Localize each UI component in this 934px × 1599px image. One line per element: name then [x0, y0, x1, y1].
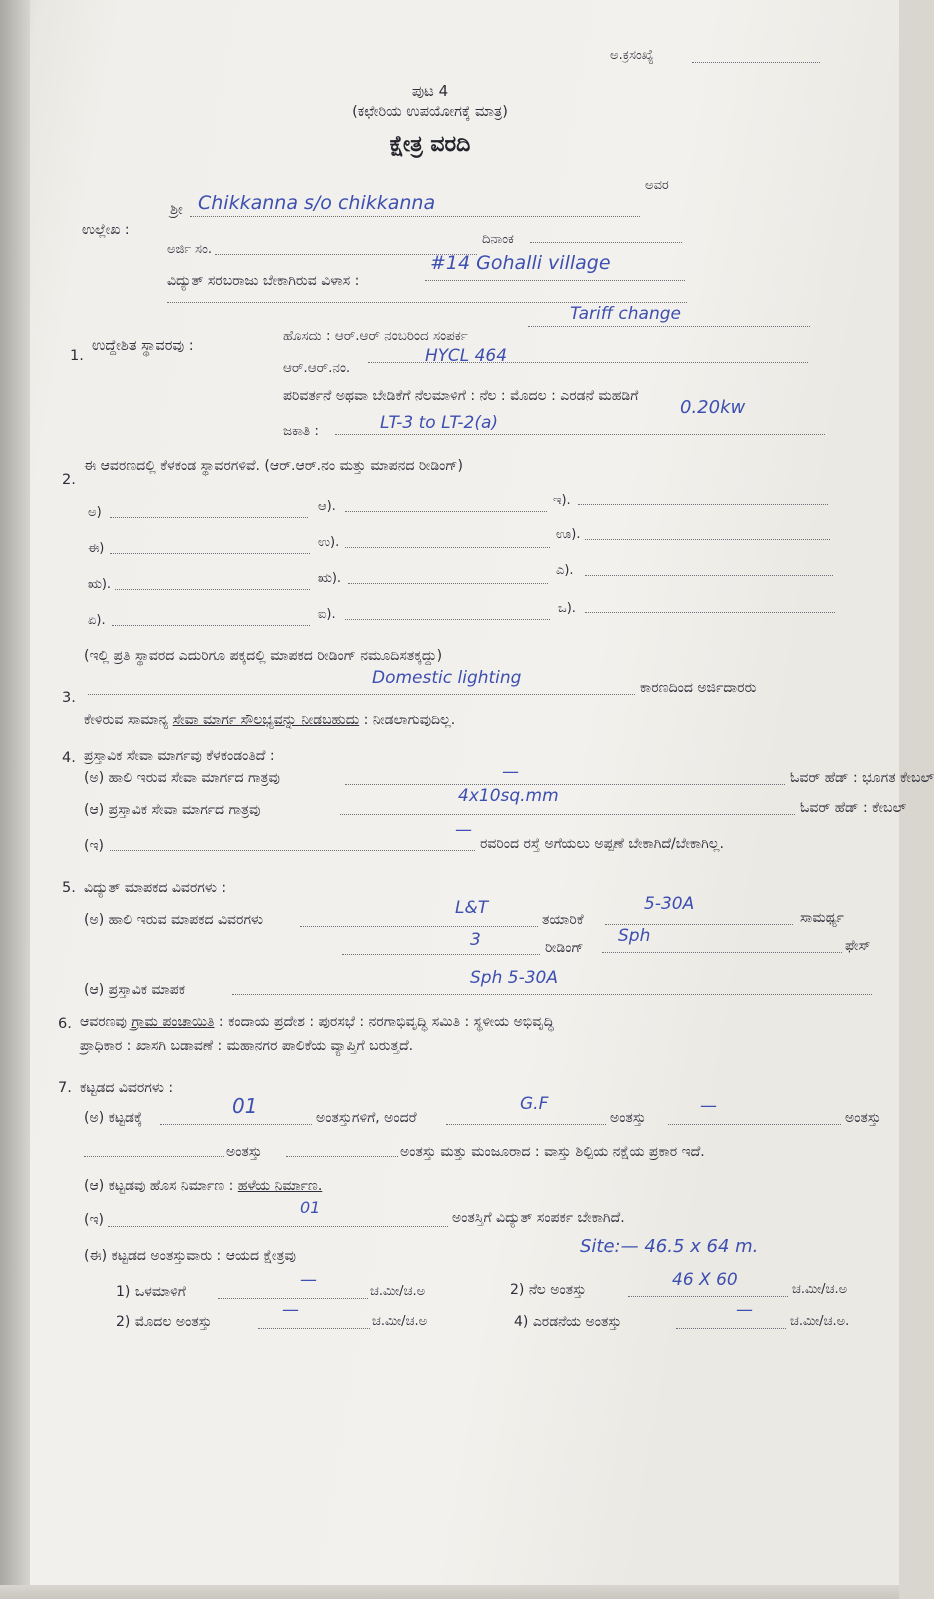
item-3-text: ಕೇಳಿರುವ ಸಾಮಾನ್ಯ ಸೇವಾ ಮಾರ್ಗ ಸೌಲಭ್ಯವನ್ನು ನೀಡಬಹುದು : ನೀಡಲಾಗುವುದಿಲ್ಲ.: [84, 712, 456, 728]
item-2-row4-c: ಒ).: [558, 601, 576, 616]
item-7-a-line-2: [446, 1124, 606, 1125]
item-2-row1-c: ಇ).: [553, 493, 571, 508]
item-2-row1-a: ಅ): [88, 505, 102, 520]
item-7-a-mid2: ಅಂತಸ್ತು: [610, 1110, 646, 1126]
application-no-label: ಅರ್ಜಿ ಸಂ.: [167, 242, 212, 257]
item-2-row2-a: ಈ): [88, 541, 105, 556]
item-4-c-line: [110, 850, 475, 851]
item-2-row2-line-c: [585, 539, 830, 540]
item-2-row3-line-c: [585, 575, 833, 576]
item-6-line-1: ಆವರಣವು ಗ್ರಾಮ ಪಂಚಾಯಿತಿ : ಕಂದಾಯ ಪ್ರದೇಶ : ಪುರಸಭೆ : ನರಗಾಭಿವೃದ್ಧಿ ಸಮಿತಿ : ಸ್ಥಳೀಯ ಅಭಿವೃದ್ಧಿ: [80, 1014, 554, 1030]
item-4-number: 4.: [62, 750, 76, 766]
item-4-a-line: [345, 784, 785, 785]
item-5-make-label: ತಯಾರಿಕೆ: [542, 912, 584, 928]
item-7-ground-line: [628, 1296, 788, 1297]
item-2-row3-c: ಎ).: [556, 563, 574, 578]
item-4-text: ಪ್ರಸ್ತಾವಿಕ ಸೇವಾ ಮಾರ್ಗವು ಕೆಳಕಂಡಂತಿದೆ :: [84, 748, 275, 764]
item-5-proposed-meter: Sph 5-30A: [470, 968, 558, 988]
item-7-second-floor-value: —: [736, 1300, 753, 1320]
item-5-make: L&T: [455, 898, 489, 918]
item-2-row1-line-b: [345, 511, 547, 512]
item-5-text: ವಿದ್ಯುತ್ ಮಾಪಕದ ವಿವರಗಳು :: [84, 880, 227, 896]
date-line: [530, 242, 682, 243]
item-7-first-floor-line: [258, 1328, 370, 1329]
item-2-row2-line-b: [345, 547, 550, 548]
item-7-c-line: [108, 1226, 448, 1227]
item-1-tariff-change: Tariff change: [570, 304, 681, 324]
serial-number-line: [692, 62, 820, 63]
item-3-line: [88, 694, 635, 695]
page-number: ಪುಟ 4: [411, 82, 449, 100]
item-3-reason: ಕಾರಣದಿಂದ ಅರ್ಜಿದಾರರು: [640, 680, 757, 696]
item-2-row1-line-a: [110, 517, 308, 518]
item-5-a-label: (ಅ) ಹಾಲಿ ಇರುವ ಮಾಪಕದ ವಿವರಗಳು: [84, 912, 264, 928]
item-1-rr-number: HYCL 464: [425, 346, 508, 366]
item-5-reading: 3: [470, 930, 481, 950]
item-1-line-1: [528, 326, 810, 327]
address-line-2: [167, 302, 687, 303]
applicant-name-line: [190, 216, 640, 217]
item-1-rr-no-label: ಆರ್.ಆರ್.ನಂ.: [283, 360, 351, 376]
item-6-number: 6.: [58, 1016, 72, 1032]
binding-edge: [0, 0, 30, 1599]
supply-address: #14 Gohalli village: [430, 252, 611, 274]
applicant-name: Chikkanna s/o chikkanna: [198, 192, 436, 214]
item-7-basement-unit: ಚ.ಮೀ/ಚ.ಅ: [370, 1284, 426, 1299]
item-2-row3-line-a: [115, 589, 310, 590]
item-4-c-end: ರವರಿಂದ ರಸ್ತೆ ಅಗೆಯಲು ಅಪ್ಪಣೆ ಬೇಕಾಗಿದೆ/ಬೇಕಾಗಿಲ್ಲ.: [480, 836, 724, 852]
item-5-a-line-4: [602, 952, 842, 953]
item-7-c-floor: 01: [300, 1198, 321, 1217]
item-7-a2-line-2: [286, 1156, 398, 1157]
item-7-floors: 01: [232, 1094, 258, 1118]
item-4-a-end: ಓವರ್ ಹೆಡ್ : ಭೂಗತ ಕೇಬಲ್: [790, 770, 934, 786]
item-2-row4-b: ಐ).: [318, 607, 336, 622]
item-5-number: 5.: [62, 880, 76, 896]
item-5-rating: 5-30A: [644, 894, 695, 914]
item-4-c-label: (ಇ): [84, 838, 105, 854]
item-2-row2-c: ಊ).: [556, 527, 581, 542]
item-7-ground-value: 46 X 60: [672, 1270, 738, 1290]
item-7-basement-label: 1) ಒಳಮಾಳಿಗೆ: [116, 1284, 186, 1300]
item-7-c-label: (ಇ): [84, 1212, 105, 1228]
item-4-c-value: —: [455, 820, 472, 840]
item-7-ground-unit: ಚ.ಮೀ/ಚ.ಅ: [792, 1282, 848, 1297]
item-2-row3-a: ಋ).: [88, 577, 112, 592]
item-7-second-floor-line: [676, 1328, 786, 1329]
item-5-a-line-1: [300, 926, 538, 927]
item-2-row1-b: ಆ).: [318, 499, 336, 514]
item-7-site-size: Site:— 46.5 x 64 m.: [580, 1236, 759, 1257]
item-4-b-value: 4x10sq.mm: [458, 786, 559, 806]
item-1-number: 1.: [70, 348, 84, 364]
item-2-row3-line-b: [348, 583, 548, 584]
office-use-note: (ಕಛೇರಿಯ ಉಪಯೋಗಕ್ಕೆ ಮಾತ್ರ): [352, 104, 508, 120]
item-7-a-label: (ಅ) ಕಟ್ಟಡಕ್ಕೆ: [84, 1110, 143, 1126]
item-1-conversion-text: ಪರಿವರ್ತನೆ ಅಥವಾ ಬೇಡಿಕೆಗೆ ನೆಲಮಾಳಿಗೆ : ನೆಲ : ಮೊದಲ : ಎರಡನೆ ಮಹಡಿಗೆ: [283, 388, 639, 404]
item-7-a2-line-1: [84, 1156, 224, 1157]
item-7-a2-1: ಅಂತಸ್ತು: [226, 1144, 262, 1160]
item-6-line-2: ಪ್ರಾಧಿಕಾರ : ಖಾಸಗಿ ಬಡಾವಣೆ : ಮಹಾನಗರ ಪಾಲಿಕೆಯ ವ್ಯಾಪ್ತಿಗೆ ಬರುತ್ತದೆ.: [80, 1038, 414, 1054]
reference-label: ಉಲ್ಲೇಖ :: [82, 222, 130, 238]
avara-label: ಅವರ: [645, 178, 669, 193]
item-5-phase-label: ಫೇಸ್: [845, 938, 871, 954]
item-1-load: 0.20kw: [680, 397, 746, 418]
item-7-a2-2: ಅಂತಸ್ತು ಮತ್ತು ಮಂಜೂರಾದ : ವಾಸ್ತು ಶಿಲ್ಪಿಯ ನಕ್ಷೆಯ ಪ್ರಕಾರ ಇದೆ.: [400, 1144, 705, 1160]
item-7-number: 7.: [58, 1080, 72, 1096]
item-7-basement-value: —: [300, 1270, 317, 1290]
item-5-a-line-3: [342, 954, 540, 955]
item-7-ground-label: 2) ನೆಲ ಅಂತಸ್ತು: [510, 1282, 587, 1298]
shri-label: ಶ್ರೀ: [170, 202, 183, 218]
item-7-second-floor-unit: ಚ.ಮೀ/ಚ.ಅ.: [790, 1314, 850, 1329]
item-4-a-value: —: [502, 762, 519, 782]
item-3-purpose: Domestic lighting: [372, 668, 522, 688]
item-1-new-connection: ಹೊಸದು : ಆರ್.ಆರ್ ನಂಬರಿಂದ ಸಂಪರ್ಕ: [283, 328, 468, 344]
item-4-b-end: ಓವರ್ ಹೆಡ್ : ಕೇಬಲ್: [800, 800, 907, 816]
page-title: ಕ್ಷೇತ್ರ ವರದಿ: [389, 132, 471, 157]
item-7-basement-line: [218, 1298, 368, 1299]
item-1-line-4: [335, 434, 825, 435]
item-7-a-line-3: [668, 1124, 841, 1125]
item-2-row4-line-b: [345, 619, 550, 620]
date-label: ದಿನಾಂಕ: [482, 232, 514, 247]
item-5-reading-label: ರೀಡಿಂಗ್: [545, 940, 584, 956]
item-5-capacity-label: ಸಾಮರ್ಥ್ಯ: [800, 910, 844, 926]
item-2-row4-line-c: [585, 612, 835, 613]
item-2-row1-line-c: [578, 504, 828, 505]
address-line: [425, 280, 685, 281]
item-2-row2-line-a: [110, 553, 310, 554]
item-2-number: 2.: [62, 472, 76, 488]
item-7-d-label: (ಈ) ಕಟ್ಟಡದ ಅಂತಸ್ತುವಾರು : ಆಯದ ಕ್ಷೇತ್ರವು: [84, 1248, 296, 1264]
item-4-b-label: (ಆ) ಪ್ರಸ್ತಾವಿಕ ಸೇವಾ ಮಾರ್ಗದ ಗಾತ್ರವು: [84, 802, 261, 818]
item-7-floor-name: G.F: [520, 1094, 549, 1114]
item-7-a-line-1: [160, 1124, 312, 1125]
item-7-a-dash: —: [700, 1096, 717, 1116]
item-2-text: ಈ ಆವರಣದಲ್ಲಿ ಕೆಳಕಂಡ ಸ್ಥಾವರಗಳಿವೆ. (ಆರ್.ಆರ್.ನಂ ಮತ್ತು ಮಾಪನದ ರೀಡಿಂಗ್): [84, 458, 463, 474]
item-7-second-floor-label: 4) ಎರಡನೆಯ ಅಂತಸ್ತು: [514, 1314, 622, 1330]
item-2-row4-line-a: [112, 625, 310, 626]
item-4-a-label: (ಅ) ಹಾಲಿ ಇರುವ ಸೇವಾ ಮಾರ್ಗದ ಗಾತ್ರವು: [84, 770, 280, 786]
item-7-a-end: ಅಂತಸ್ತು: [845, 1110, 881, 1126]
item-2-row3-b: ಋ).: [318, 571, 342, 586]
item-1-label: ಉದ್ದೇಶಿತ ಸ್ಥಾವರವು :: [92, 338, 194, 354]
item-7-b: (ಆ) ಕಟ್ಟಡವು ಹೊಸ ನಿರ್ಮಾಣ : ಹಳೆಯ ನಿರ್ಮಾಣ.: [84, 1178, 323, 1194]
item-7-first-floor-label: 2) ಮೊದಲ ಅಂತಸ್ತು: [116, 1314, 212, 1330]
address-label: ವಿದ್ಯುತ್ ಸರಬರಾಜು ಬೇಕಾಗಿರುವ ವಿಳಾಸ :: [167, 273, 360, 289]
item-2-note: (ಇಲ್ಲಿ ಪ್ರತಿ ಸ್ಥಾವರದ ಎದುರಿಗೂ ಪಕ್ಕದಲ್ಲಿ ಮಾಪಕದ ರೀಡಿಂಗ್ ನಮೂದಿಸತಕ್ಕದ್ದು): [84, 648, 443, 664]
page-bottom-edge: [0, 1585, 899, 1599]
item-1-tariff-label: ಜಕಾತಿ :: [283, 423, 319, 439]
serial-number-label: ಅ.ಕ್ರಸಂಖ್ಯೆ: [610, 48, 654, 63]
item-7-text: ಕಟ್ಟಡದ ವಿವರಗಳು :: [80, 1080, 174, 1096]
item-2-row4-a: ಏ).: [88, 613, 106, 628]
item-5-b-line: [232, 994, 872, 995]
item-7-first-floor-unit: ಚ.ಮೀ/ಚ.ಅ: [372, 1314, 428, 1329]
item-3-number: 3.: [62, 690, 76, 706]
item-1-line-2: [368, 362, 808, 363]
item-2-row2-b: ಉ).: [318, 535, 340, 550]
item-5-phase: Sph: [618, 926, 651, 946]
item-5-b-label: (ಆ) ಪ್ರಸ್ತಾವಿಕ ಮಾಪಕ: [84, 982, 186, 998]
item-4-b-line: [340, 814, 795, 815]
item-7-a-mid: ಅಂತಸ್ತುಗಳಿಗೆ, ಅಂದರೆ: [316, 1110, 417, 1126]
item-7-first-floor-value: —: [282, 1300, 299, 1320]
item-5-a-line-2: [605, 924, 793, 925]
item-1-tariff-value: LT-3 to LT-2(a): [380, 413, 499, 433]
item-7-c-end: ಅಂತಸ್ತಿಗೆ ವಿದ್ಯುತ್ ಸಂಪರ್ಕ ಬೇಕಾಗಿದೆ.: [452, 1210, 625, 1226]
